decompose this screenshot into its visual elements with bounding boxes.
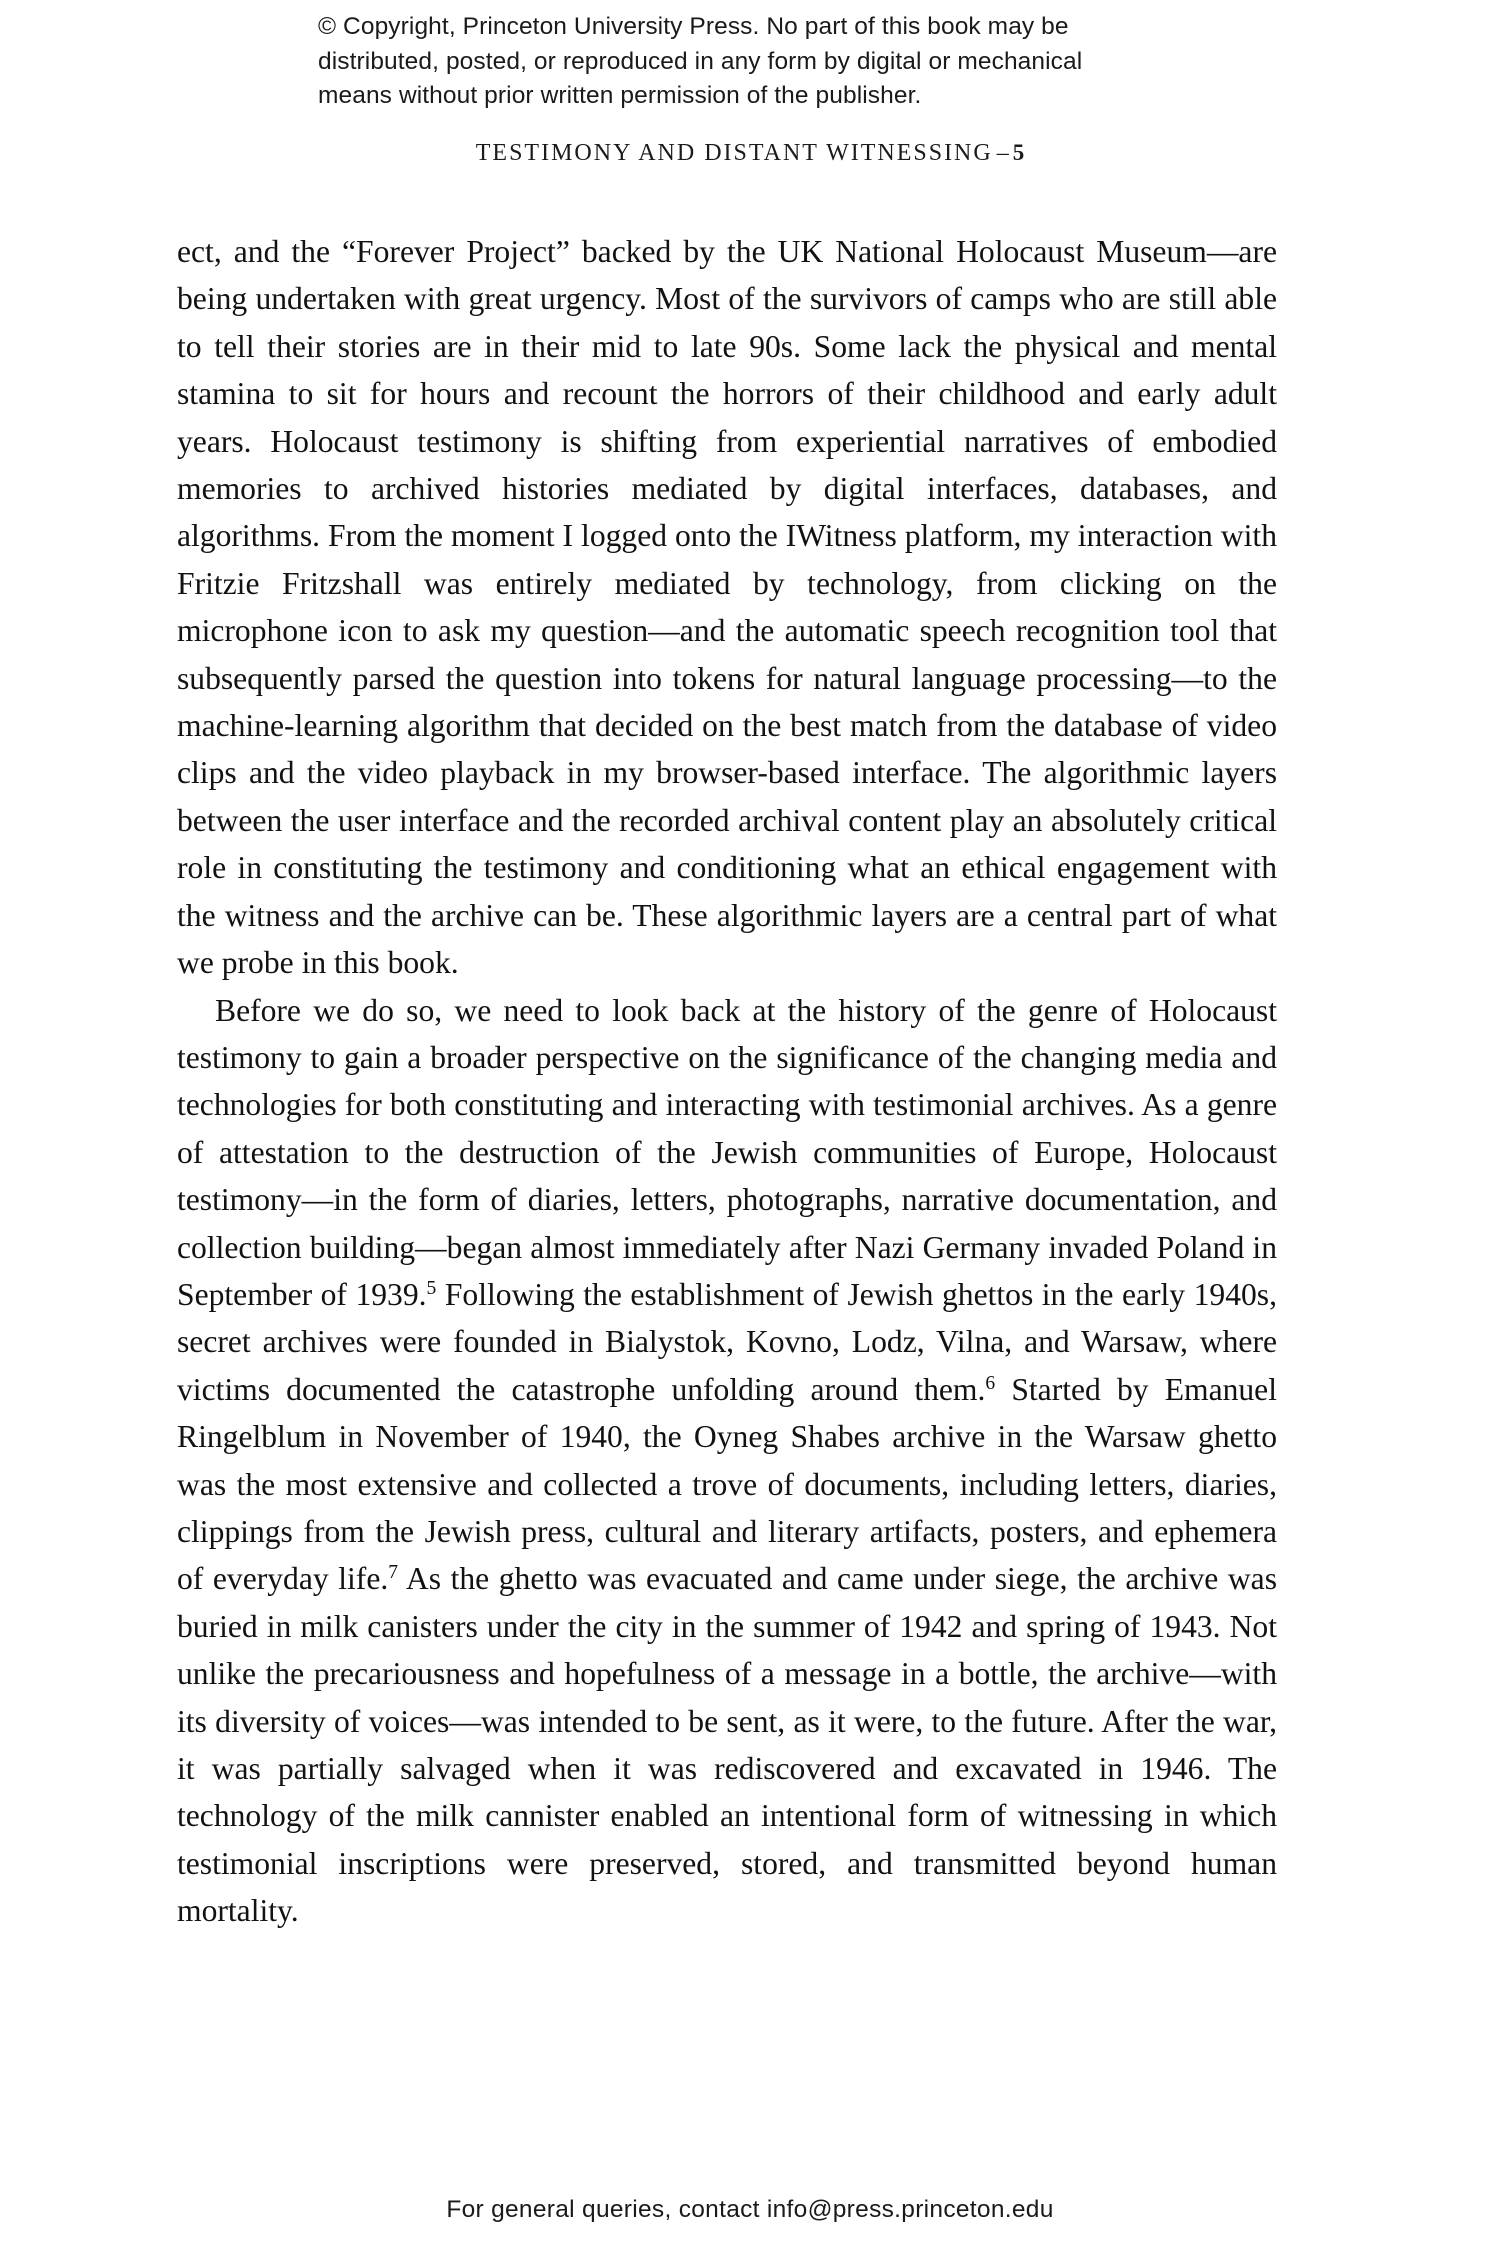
copyright-line-3: means without prior written permission of the publisher. [318, 82, 922, 109]
running-head-title: TESTIMONY AND DISTANT WITNESSING [475, 140, 993, 166]
footnote-marker-6: 6 [985, 1372, 996, 1394]
footnote-marker-5: 5 [426, 1278, 437, 1300]
footer-queries-note: For general queries, contact info@press.princeton.edu [446, 2196, 1054, 2223]
running-head-separator: – [996, 140, 1009, 166]
copyright-notice [318, 10, 1178, 114]
paragraph-continued: ect, and the “Forever Project” backed by the UK National Holocaust Museum—are being undertaken with great urgency. Most of the survivors of camps who are still able to tell their stories are in their mid to late 90s. Some lack the physical and mental stamina to sit for hours and recount the horrors of their childhood and early adult years. Holocaust testimony is shifting from experiential narratives of embodied memories to archived histories mediated by digital interfaces, databases, and algorithms. From the moment I logged onto the IWitness platform, my interaction with Fritzie Fritzshall was entirely mediated by technology, from clicking on the microphone icon to ask my question—and the automatic speech recognition tool that subsequently parsed the question into tokens for natural language processing—to the machine-learning algorithm that decided on the best match from the database of video clips and the video playback in my browser-based interface. The algorithmic layers between the user interface and the recorded archival content play an absolutely critical role in constituting the testimony and conditioning what an ethical engagement with the witness and the archive can be. These algorithmic layers are a central part of what we probe in this book. [177, 234, 1277, 981]
paragraph-before-we-do-so: Before we do so, we need to look back at the history of the genre of Holocaust testimony to gain a broader perspective on the significance of the changing media and technologies for both constituting and interacting with testimonial archives. As a genre of attestation to the destruction of the Jewish communities of Europe, Holocaust testimony—in the form of diaries, letters, photographs, narrative documentation, and collection building—began almost immediately after Nazi Germany invaded Poland in September of 1939.$^5$ Following the establishment of Jewish ghettos in the early 1940s, secret archives were founded in Bialystok, Kovno, Lodz, Vilna, and Warsaw, where victims documented the catastrophe unfolding around them.$^6$ Started by Emanuel Ringelblum in November of 1940, the Oyneg Shabes archive in the Warsaw ghetto was the most extensive and collected a trove of documents, including letters, diaries, clippings from the Jewish press, cultural and literary artifacts, posters, and ephemera of everyday life.$^7$ As the ghetto was evacuated and came under siege, the archive was buried in milk canisters under the city in the summer of 1942 and spring of 1943. Not unlike the precariousness and hopefulness of a message in a bottle, the archive—with its diversity of voices—was intended to be sent, as it were, to the future. After the war, it was partially salvaged when it was rediscovered and excavated in 1946. The technology of the milk cannister enabled an intentional form of witnessing in which testimonial inscriptions were preserved, stored, and transmitted beyond human mortality. [177, 992, 1277, 1929]
footnote-marker-7: 7 [388, 1562, 399, 1584]
page-number: 5 [1012, 140, 1025, 165]
copyright-line-1: © Copyright, Princeton University Press. No part of this book may be [318, 13, 1069, 40]
copyright-line-2: distributed, posted, or reproduced in any form by digital or mechanical [318, 47, 1083, 75]
body-text [177, 228, 1277, 1935]
running-head [0, 140, 1500, 167]
